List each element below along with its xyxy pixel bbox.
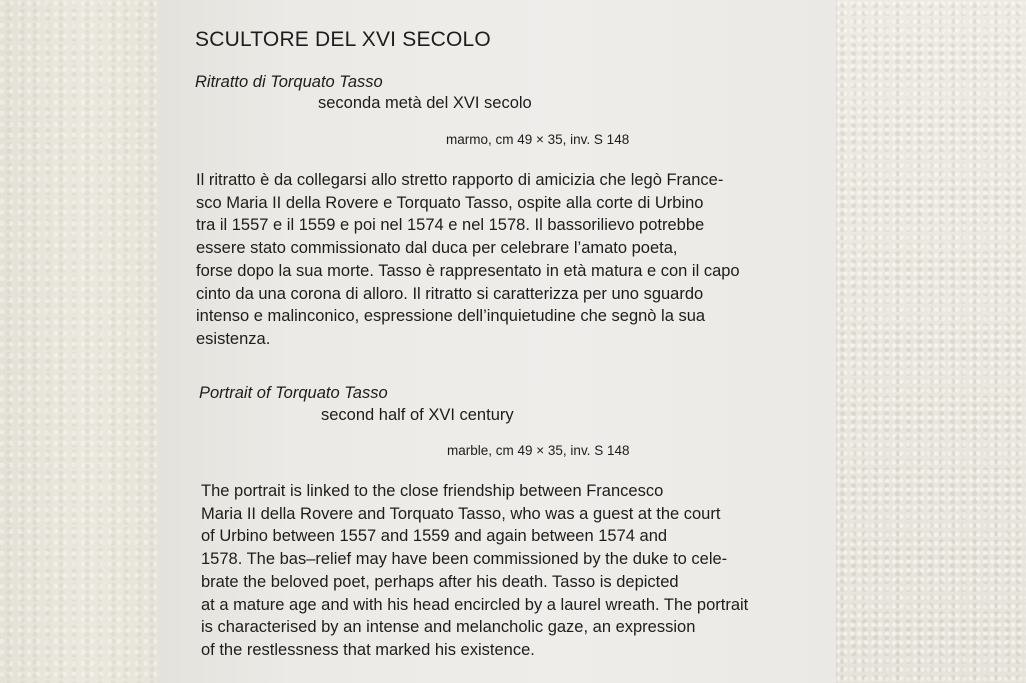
italian-title: Ritratto di Torquato Tasso <box>195 73 383 91</box>
description-line: 1578. The bas–relief may have been commissioned by the duke to cele- <box>201 550 728 569</box>
description-line: is characterised by an intense and melancholic gaze, an expression <box>201 618 696 637</box>
italian-date: seconda metà del XVI secolo <box>318 94 532 112</box>
english-material: marble, cm 49 × 35, inv. S 148 <box>447 443 630 458</box>
italian-description <box>196 169 740 351</box>
description-line: forse dopo la sua morte. Tasso è rappresentato in età matura e con il capo <box>196 261 740 280</box>
description-line: sco Maria II della Rovere e Torquato Tasso, ospite alla corte di Urbino <box>196 193 704 212</box>
description-line: tra il 1557 e il 1559 e poi nel 1574 e nel 1578. Il bassorilievo potrebbe <box>196 216 705 235</box>
description-line: Il ritratto è da collegarsi allo stretto rapporto di amicizia che legò France- <box>196 171 724 189</box>
description-line: at a mature age and with his head encircled by a laurel wreath. The portrait <box>201 595 749 614</box>
description-line: esistenza. <box>196 329 271 348</box>
english-title: Portrait of Torquato Tasso <box>199 384 388 402</box>
wall-right <box>836 0 1026 683</box>
description-line: essere stato commissionato dal duca per celebrare l’amato poeta, <box>196 239 678 258</box>
description-line: of Urbino between 1557 and 1559 and again between 1574 and <box>201 527 668 546</box>
english-date: second half of XVI century <box>321 406 514 424</box>
description-line: The portrait is linked to the close friendship between Francesco <box>201 482 664 500</box>
description-line: intenso e malinconico, espressione dell’inquietudine che segnò la sua <box>196 307 706 326</box>
description-line: Maria II della Rovere and Torquato Tasso, who was a guest at the court <box>201 504 721 523</box>
description-line: cinto da una corona di alloro. Il ritratto si caratterizza per uno sguardo <box>196 284 704 303</box>
english-description <box>201 480 748 662</box>
italian-material: marmo, cm 49 × 35, inv. S 148 <box>446 132 630 147</box>
description-line: of the restlessness that marked his existence. <box>201 640 535 659</box>
description-line: brate the beloved poet, perhaps after his death. Tasso is depicted <box>201 572 679 591</box>
artist-heading: SCULTORE DEL XVI SECOLO <box>195 28 491 51</box>
